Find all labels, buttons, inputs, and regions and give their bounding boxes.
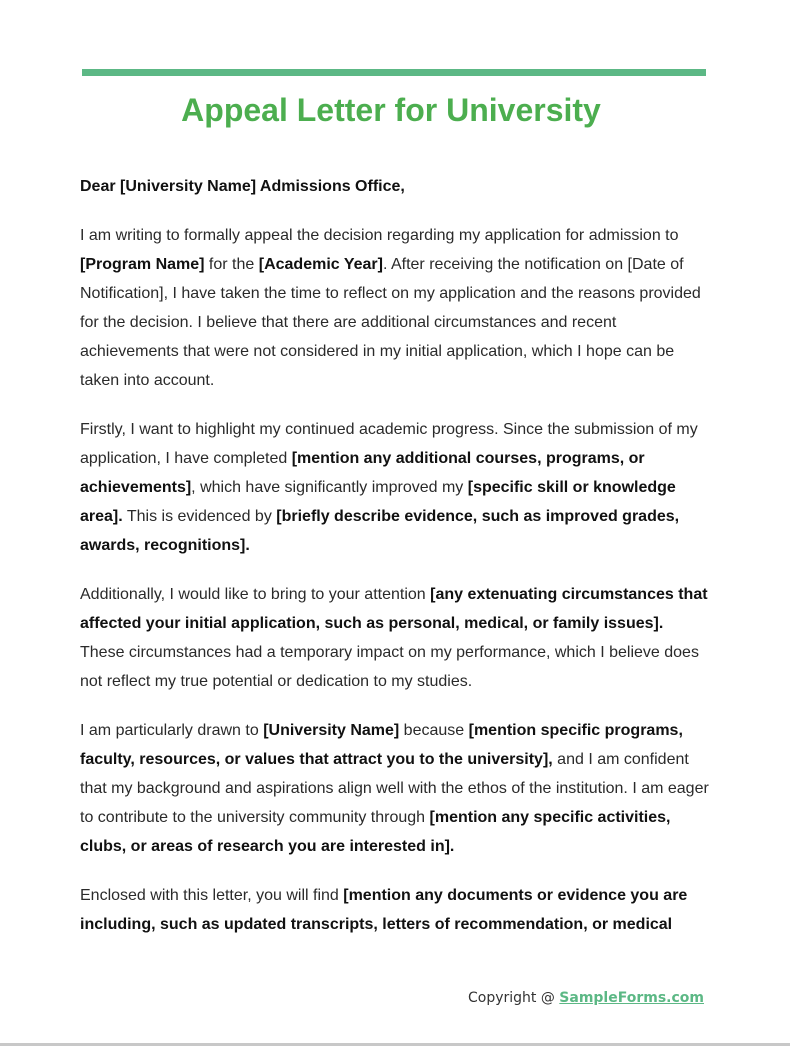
text-segment: I am particularly drawn to <box>80 722 264 739</box>
text-segment: because <box>399 722 469 739</box>
placeholder-documents: [mention any documents or evidence you are including, such as updated transcripts, letters of recommendation, or medical <box>80 887 688 933</box>
text-segment: This is evidenced by <box>122 508 277 525</box>
placeholder-academic-year: [Academic Year] <box>258 256 383 273</box>
placeholder-circumstances: [any extenuating circumstances that affected your initial application, such as personal, medical, or family issues]. <box>80 586 708 632</box>
sampleforms-link[interactable]: SampleForms.com <box>559 990 704 1006</box>
paragraph-4 <box>80 716 710 861</box>
placeholder-evidence: [briefly describe evidence, such as improved grades, awards, recognitions]. <box>80 508 680 554</box>
text-segment: for the <box>204 256 259 273</box>
placeholder-program-name: [Program Name] <box>80 256 205 273</box>
text-segment: These circumstances had a temporary impact on my performance, which I believe does not reflect my true potential or dedication to my studies. <box>80 644 699 690</box>
document-title: Appeal Letter for University <box>181 92 601 128</box>
copyright-footer <box>0 990 704 1006</box>
text-segment: Firstly, I want to highlight my continued academic progress. Since the submission of my application, I have completed <box>80 421 698 467</box>
paragraph-5 <box>80 881 710 939</box>
text-segment: and I am confident that my background and aspirations align well with the ethos of the institution. I am eager to contribute to the university community through <box>80 751 709 826</box>
text-segment: , which have significantly improved my <box>191 479 468 496</box>
paragraph-2 <box>80 415 710 560</box>
placeholder-activities: [mention any specific activities, clubs, or areas of research you are interested in]. <box>80 809 671 855</box>
placeholder-achievements: [mention any additional courses, programs, or achievements] <box>80 450 645 496</box>
salutation: Dear [University Name] Admissions Office, <box>80 178 405 195</box>
text-segment: Enclosed with this letter, you will find <box>80 887 344 904</box>
text-segment: I am writing to formally appeal the decision regarding my application for admission to <box>80 227 679 244</box>
paragraph-1 <box>80 221 710 395</box>
letter-body <box>80 172 710 959</box>
copyright-text: Copyright @ <box>467 990 560 1006</box>
text-segment: Additionally, I would like to bring to your attention <box>80 586 431 603</box>
header-accent-bar <box>82 69 706 76</box>
text-segment: . After receiving the notification on [Date of Notification], I have taken the time to reflect on my application and the reasons provided for the decision. I believe that there are additional circumstances and recent achievements that were not considered in my initial application, which I hope can be taken into account. <box>80 256 701 389</box>
placeholder-programs-faculty: [mention specific programs, faculty, resources, or values that attract you to the university], <box>80 722 683 768</box>
paragraph-3 <box>80 580 710 696</box>
placeholder-skill: [specific skill or knowledge area]. <box>80 479 676 525</box>
placeholder-university-name: [University Name] <box>263 722 400 739</box>
